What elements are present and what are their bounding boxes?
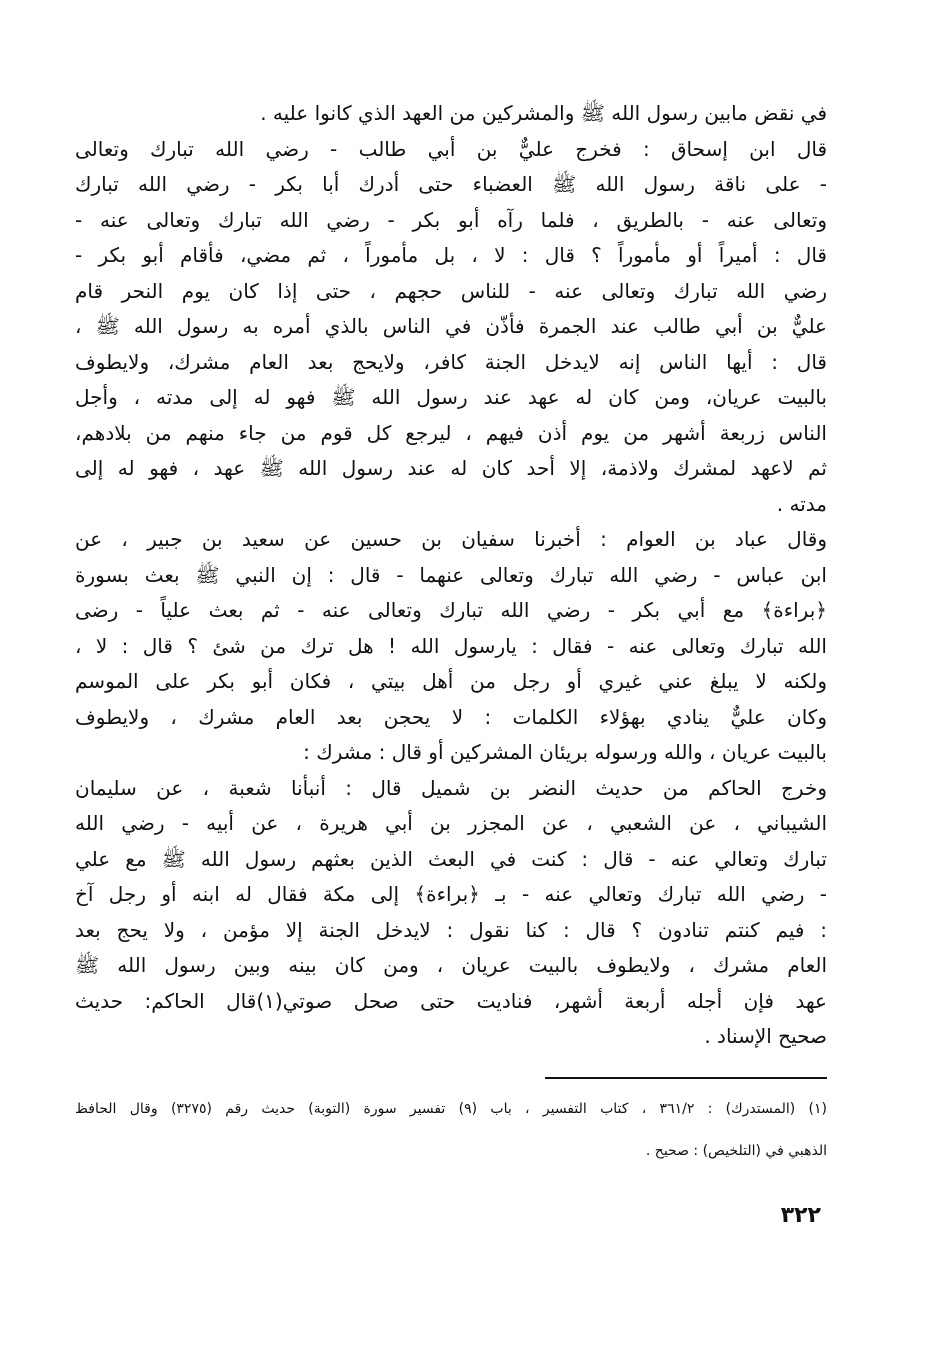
text-line: صحيح الإسناد . <box>704 1024 827 1048</box>
text-line: الناس زربعة أشهر من يوم أذن فيهم ، ليرجع كل قوم من جاء منهم من بلادهم، <box>75 420 827 445</box>
text-line: - رضي الله تبارك وتعالي عنه - بـ ﴿براءة﴾ إلى مكة فقال له ابنه أو رجل آخ <box>75 882 827 906</box>
text-line: بالبيت عريان ، والله ورسوله بريئان المشركين أو قال : مشرك : <box>303 740 827 764</box>
main-text <box>75 96 827 1055</box>
footnote <box>75 1094 827 1178</box>
page-number: ٣٢٢ <box>780 1203 821 1228</box>
footnote-divider <box>545 1077 827 1079</box>
text-line: وخرج الحاكم من حديث النضر بن شميل قال : أنبأنا شعبة ، عن سليمان <box>75 775 827 800</box>
text-line: - على ناقة رسول الله ﷺ العضباء حتى أدرك أبا بكر - رضي الله تبارك <box>75 172 827 196</box>
text-line: ولكنه لا يبلغ عني غيري أو رجل من أهل بيتي ، فكان أبو بكر على الموسم <box>75 669 827 693</box>
text-line: قال : أميراً أو مأموراً ؟ قال : لا ، بل مأموراً ، ثم مضي، فأقام أبو بكر - <box>75 243 827 267</box>
text-line: تبارك وتعالي عنه - قال : كنت في البعث الذين بعثهم رسول الله ﷺ مع علي <box>75 846 827 871</box>
text-line: ثم لاعهد لمشرك ولاذمة، إلا أحد كان له عند رسول الله ﷺ عهد ، فهو له إلى <box>75 456 827 480</box>
text-line: في نقض مابين رسول الله ﷺ والمشركين من العهد الذي كانوا عليه . <box>260 101 827 125</box>
text-line: الله تبارك وتعالى عنه - فقال : يارسول الله ! هل ترك من شئ ؟ قال : لا ، <box>75 633 827 658</box>
text-line: ﴿براءة﴾ مع أبي بكر - رضي الله تبارك وتعالى عنه - ثم بعث علياً - رضى <box>75 598 827 622</box>
text-line: رضي الله تبارك وتعالى عنه - للناس حجهم ، حتى إذا كان يوم النحر قام <box>75 278 827 303</box>
text-line: الشيباني ، عن الشعبي ، عن المجزر بن أبي هريرة ، عن أبيه - رضي الله <box>75 811 827 835</box>
text-line: قال ابن إسحاق : فخرج عليٌّ بن أبي طالب - رضي الله تبارك وتعالى <box>75 136 827 161</box>
text-line: عهد فإن أجله أربعة أشهر، فناديت حتى صحل صوتي(١)قال الحاكم: حديث <box>75 988 827 1013</box>
footnote-line: الذهبي في (التلخيص) : صحيح . <box>645 1143 827 1159</box>
text-line: قال : أيها الناس إنه لايدخل الجنة كافر، ولايحج بعد العام مشرك، ولايطوف <box>75 349 827 374</box>
text-line: بالبيت عريان، ومن كان له عهد عند رسول الله ﷺ فهو له إلى مدته ، وأجل <box>75 385 827 409</box>
text-line: مدته . <box>776 491 827 516</box>
text-line: وكان عليٌّ ينادي بهؤلاء الكلمات : لا يحجن بعد العام مشرك ، ولايطوف <box>75 704 827 729</box>
text-line: ابن عباس - رضي الله تبارك وتعالى عنهما - قال : إن النبي ﷺ بعث بسورة <box>75 562 827 587</box>
text-line: العام مشرك ، ولايطوف بالبيت عريان ، ومن كان بينه وبين رسول الله ﷺ <box>75 953 827 977</box>
text-line: وتعالى عنه - بالطريق ، فلما رآه أبو بكر - رضي الله تبارك وتعالى عنه - <box>75 207 827 232</box>
text-line: عليٌّ بن أبي طالب عند الجمرة فأذّن في الناس بالذي أمره به رسول الله ﷺ ، <box>75 314 827 338</box>
text-line: وقال عباد بن العوام : أخبرنا سفيان بن حسين عن سعيد بن جبير ، عن <box>75 527 827 551</box>
footnote-line: (١) (المستدرك) : ٣٦١/٢ ، كتاب التفسير ، باب (٩) تفسير سورة (التوبة) حديث رقم (٣٢٧٥) وقال الحافظ <box>75 1101 827 1117</box>
text-line: : فيم كنتم تنادون ؟ قال : كنا نقول : لايدخل الجنة إلا مؤمن ، ولا يحج بعد <box>75 917 827 942</box>
